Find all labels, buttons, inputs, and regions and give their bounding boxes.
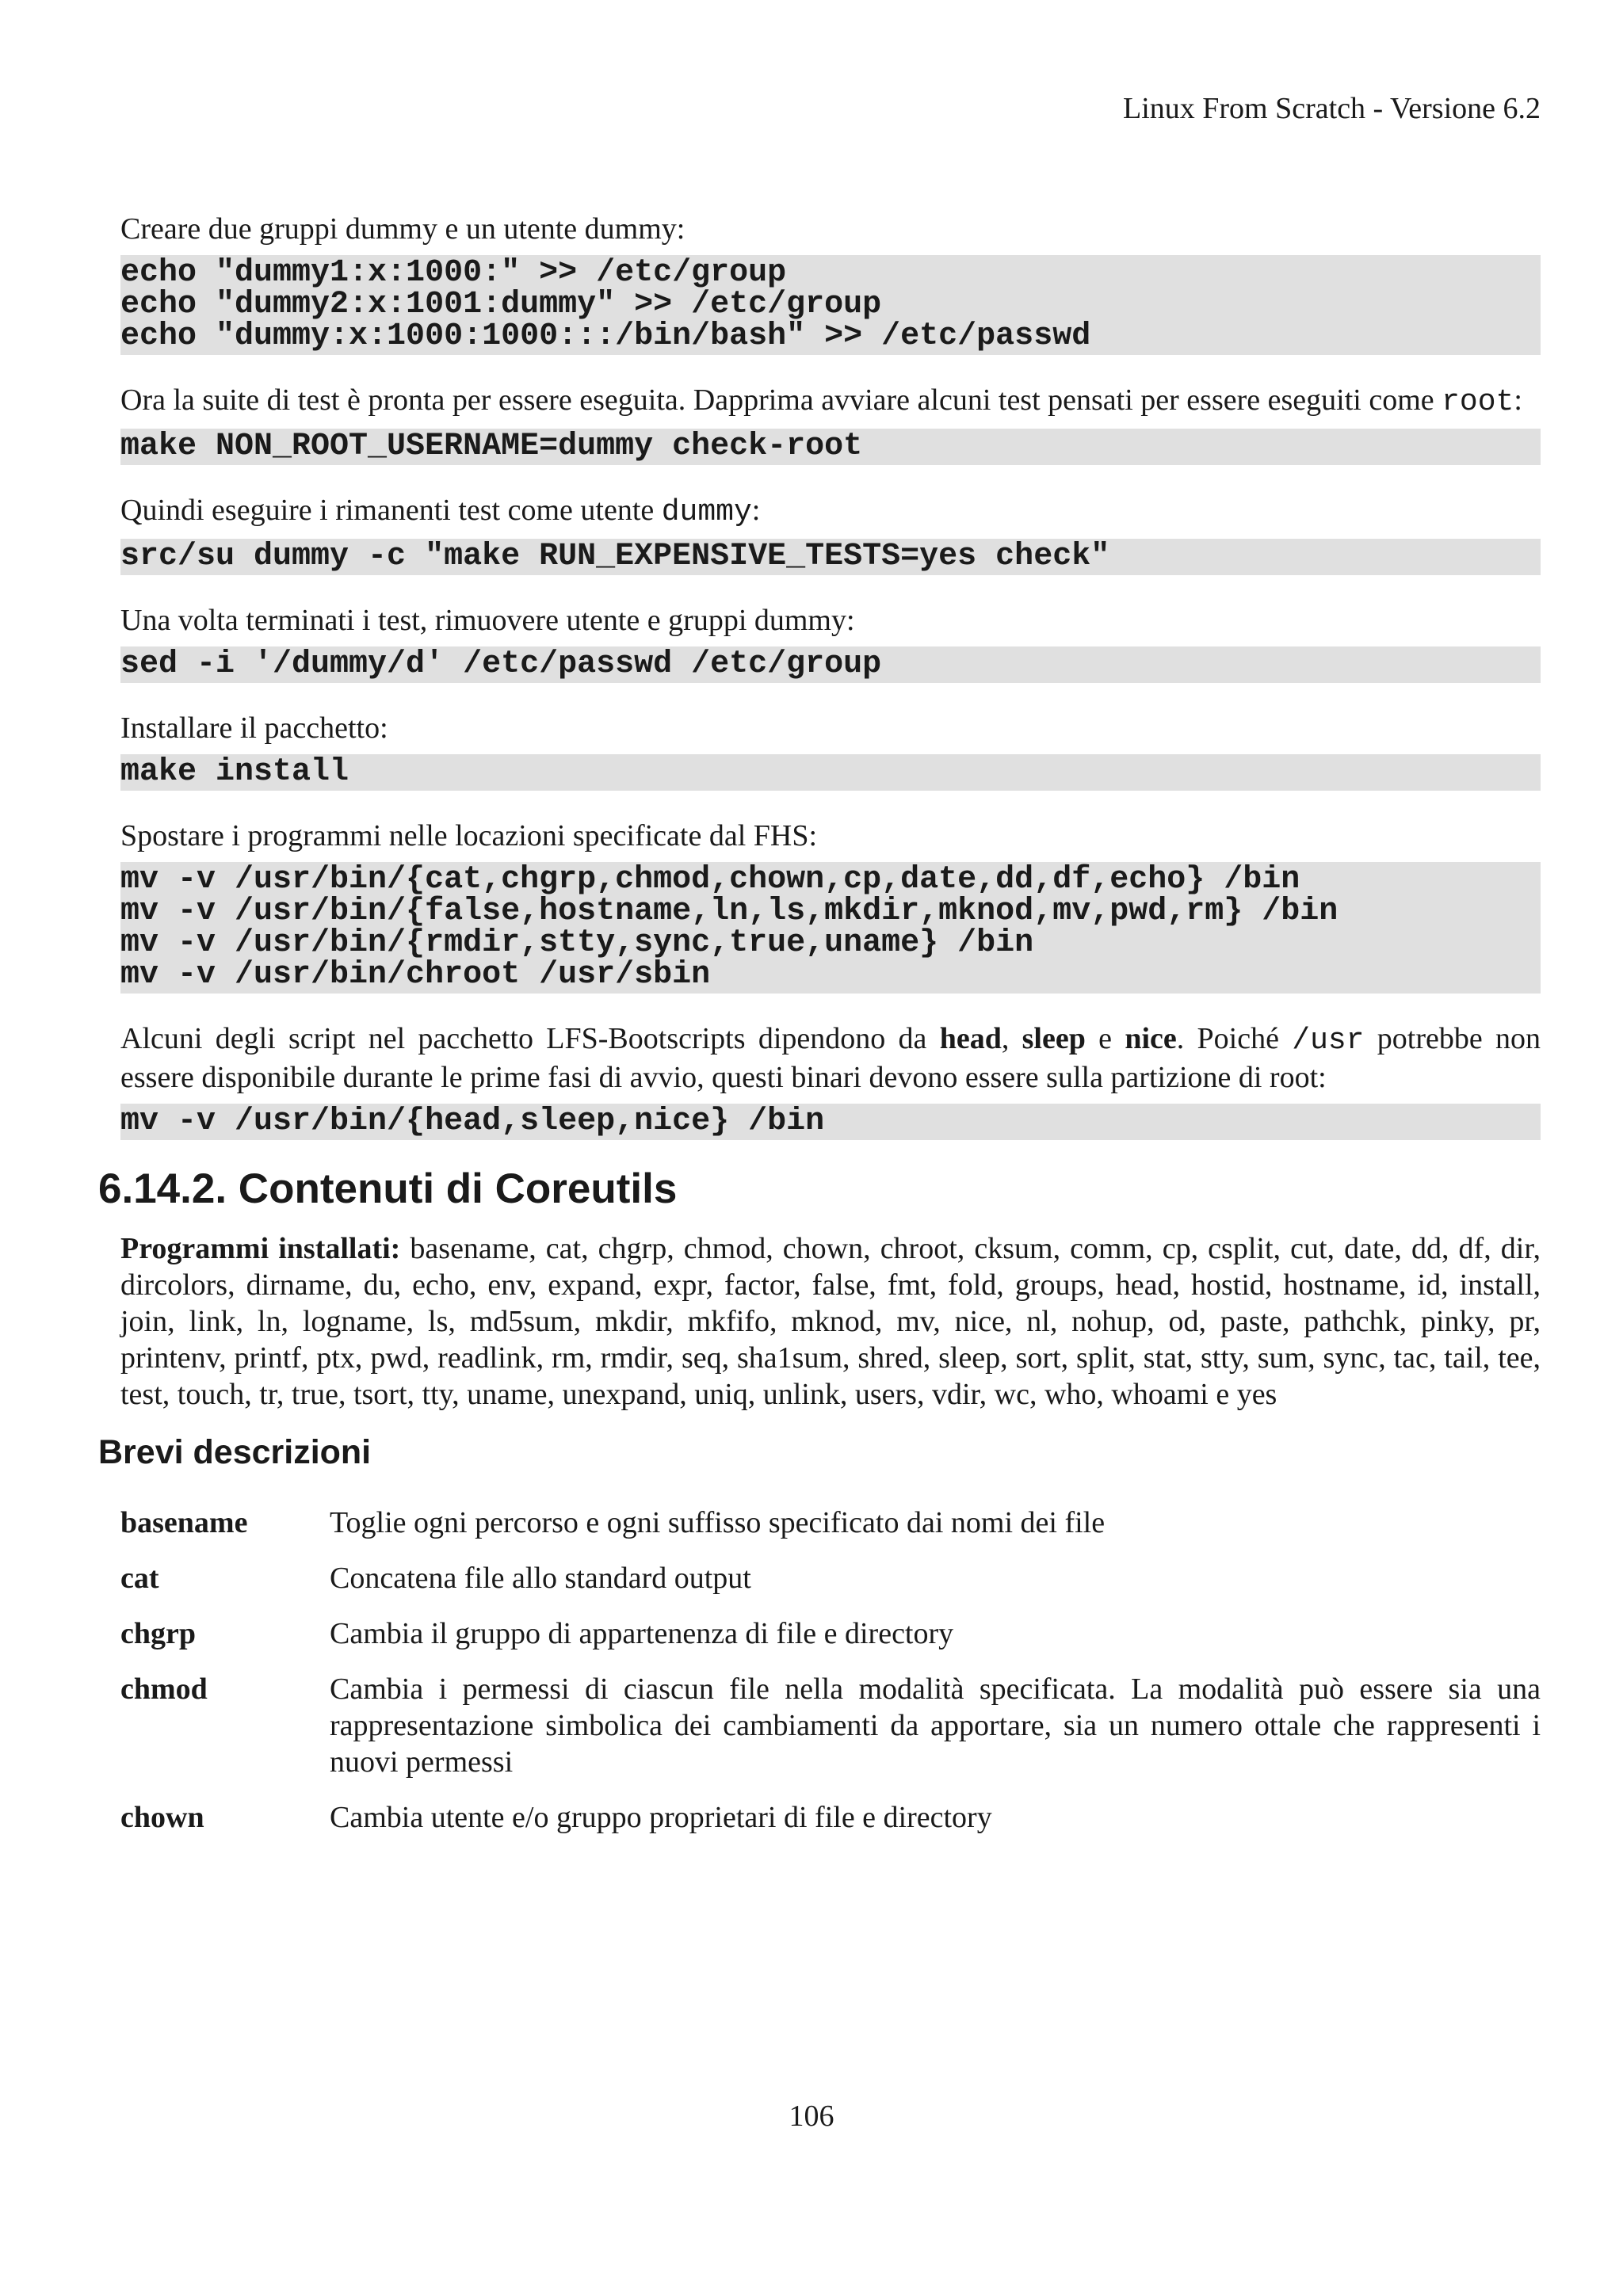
description-definition: Toglie ogni percorso e ogni suffisso specificato dai nomi dei file	[330, 1506, 1106, 1539]
description-row	[120, 1505, 1541, 1541]
page-content	[98, 211, 1541, 1855]
description-term: chown	[120, 1801, 204, 1834]
bold-sleep: sleep	[1022, 1022, 1086, 1055]
code-block-install	[120, 754, 1541, 791]
descriptions-heading: Brevi descrizioni	[98, 1433, 372, 1471]
description-row	[120, 1799, 1541, 1836]
description-term: basename	[120, 1506, 248, 1539]
description-row	[120, 1560, 1541, 1596]
code-line: echo "dummy:x:1000:1000:::/bin/bash" >> /etc/passwd	[120, 318, 1091, 354]
code-line: sed -i '/dummy/d' /etc/passwd /etc/group	[120, 646, 882, 682]
paragraph-text: e	[1085, 1022, 1125, 1055]
paragraph-remove-dummy: Una volta terminati i test, rimuovere utente e gruppi dummy:	[120, 604, 855, 637]
description-row	[120, 1671, 1541, 1780]
description-definition: Cambia utente e/o gruppo proprietari di file e directory	[330, 1801, 992, 1834]
running-header: Linux From Scratch - Versione 6.2	[1123, 92, 1541, 125]
paragraph-text: potrebbe non essere disponibile durante le prime fasi di avvio, questi binari devono essere sulla partizione di root:	[120, 1022, 1541, 1094]
paragraph-text: Ora la suite di test è pronta per essere eseguita. Dapprima avviare alcuni test pensati per essere eseguiti come	[120, 383, 1442, 417]
code-line: mv -v /usr/bin/{cat,chgrp,chmod,chown,cp,date,dd,df,echo} /bin	[120, 862, 1300, 898]
page-number: 106	[789, 2100, 834, 2133]
description-term: chmod	[120, 1672, 208, 1706]
bold-nice: nice	[1125, 1022, 1177, 1055]
paragraph-test-suite-ready	[120, 382, 1541, 421]
code-line: mv -v /usr/bin/{false,hostname,ln,ls,mkdir,mknod,mv,pwd,rm} /bin	[120, 894, 1338, 929]
code-block-dummy-users	[120, 255, 1541, 355]
descriptions-list	[120, 1505, 1541, 1836]
installed-programs	[120, 1230, 1541, 1413]
code-block-check-dummy	[120, 539, 1541, 575]
code-block-check-root	[120, 429, 1541, 465]
code-line: mv -v /usr/bin/chroot /usr/sbin	[120, 957, 711, 993]
bold-head: head	[939, 1022, 1002, 1055]
paragraph-text: ,	[1001, 1022, 1022, 1055]
code-line: make install	[120, 754, 349, 790]
paragraph-text: :	[751, 494, 761, 527]
paragraph-bootscripts	[120, 1020, 1541, 1096]
description-term: chgrp	[120, 1617, 196, 1650]
paragraph-move-fhs: Spostare i programmi nelle locazioni specificate dal FHS:	[120, 819, 818, 852]
code-line: src/su dummy -c "make RUN_EXPENSIVE_TESTS=yes check"	[120, 539, 1110, 574]
inline-code-dummy: dummy	[661, 495, 752, 529]
code-line: echo "dummy2:x:1001:dummy" >> /etc/group	[120, 287, 882, 322]
installed-list: basename, cat, chgrp, chmod, chown, chroot, cksum, comm, cp, csplit, cut, date, dd, df, dir, dircolors, dirname, du, echo, env, expand, expr, factor, false, fmt, fold, groups, head, hostid, hostname, id, install, join, link, ln, logname, ls, md5sum, mkdir, mkfifo, mknod, mv, nice, nl, nohup, od, paste, pathchk, pinky, pr, printenv, printf, ptx, pwd, readlink, rm, rmdir, seq, sha1sum, shred, sleep, sort, split, stat, stty, sum, sync, tac, tail, tee, test, touch, tr, true, tsort, tty, uname, unexpand, uniq, unlink, users, vdir, wc, who, whoami e yes	[120, 1232, 1541, 1411]
code-block-move-fhs	[120, 862, 1541, 994]
code-line: echo "dummy1:x:1000:" >> /etc/group	[120, 255, 787, 291]
paragraph-text: Alcuni degli script nel pacchetto LFS-Bootscripts dipendono da	[120, 1022, 940, 1055]
code-line: mv -v /usr/bin/{head,sleep,nice} /bin	[120, 1104, 825, 1139]
paragraph-text: . Poiché	[1176, 1022, 1293, 1055]
code-block-remove-dummy	[120, 646, 1541, 683]
section-heading: 6.14.2. Contenuti di Coreutils	[98, 1165, 678, 1212]
inline-code-root: root	[1442, 385, 1514, 419]
description-definition: Cambia il gruppo di appartenenza di file e directory	[330, 1617, 954, 1650]
description-term: cat	[120, 1562, 159, 1595]
paragraph-text: Quindi eseguire i rimanenti test come utente	[120, 494, 662, 527]
inline-code-usr: /usr	[1292, 1024, 1365, 1058]
paragraph-install: Installare il pacchetto:	[120, 711, 388, 745]
code-line: mv -v /usr/bin/{rmdir,stty,sync,true,uname} /bin	[120, 925, 1034, 961]
paragraph-text: :	[1514, 383, 1522, 417]
installed-label: Programmi installati:	[120, 1232, 401, 1265]
paragraph-run-as-dummy	[120, 492, 1541, 531]
description-definition: Cambia i permessi di ciascun file nella modalità specificata. La modalità può essere sia una rappresentazione simbolica dei cambiamenti da apportare, sia un numero ottale che rappresenti i nuovi permessi	[330, 1672, 1541, 1779]
code-block-move-boot	[120, 1104, 1541, 1140]
paragraph-create-dummy: Creare due gruppi dummy e un utente dummy:	[120, 212, 685, 246]
description-row	[120, 1615, 1541, 1652]
description-definition: Concatena file allo standard output	[330, 1562, 751, 1595]
code-line: make NON_ROOT_USERNAME=dummy check-root	[120, 429, 863, 464]
